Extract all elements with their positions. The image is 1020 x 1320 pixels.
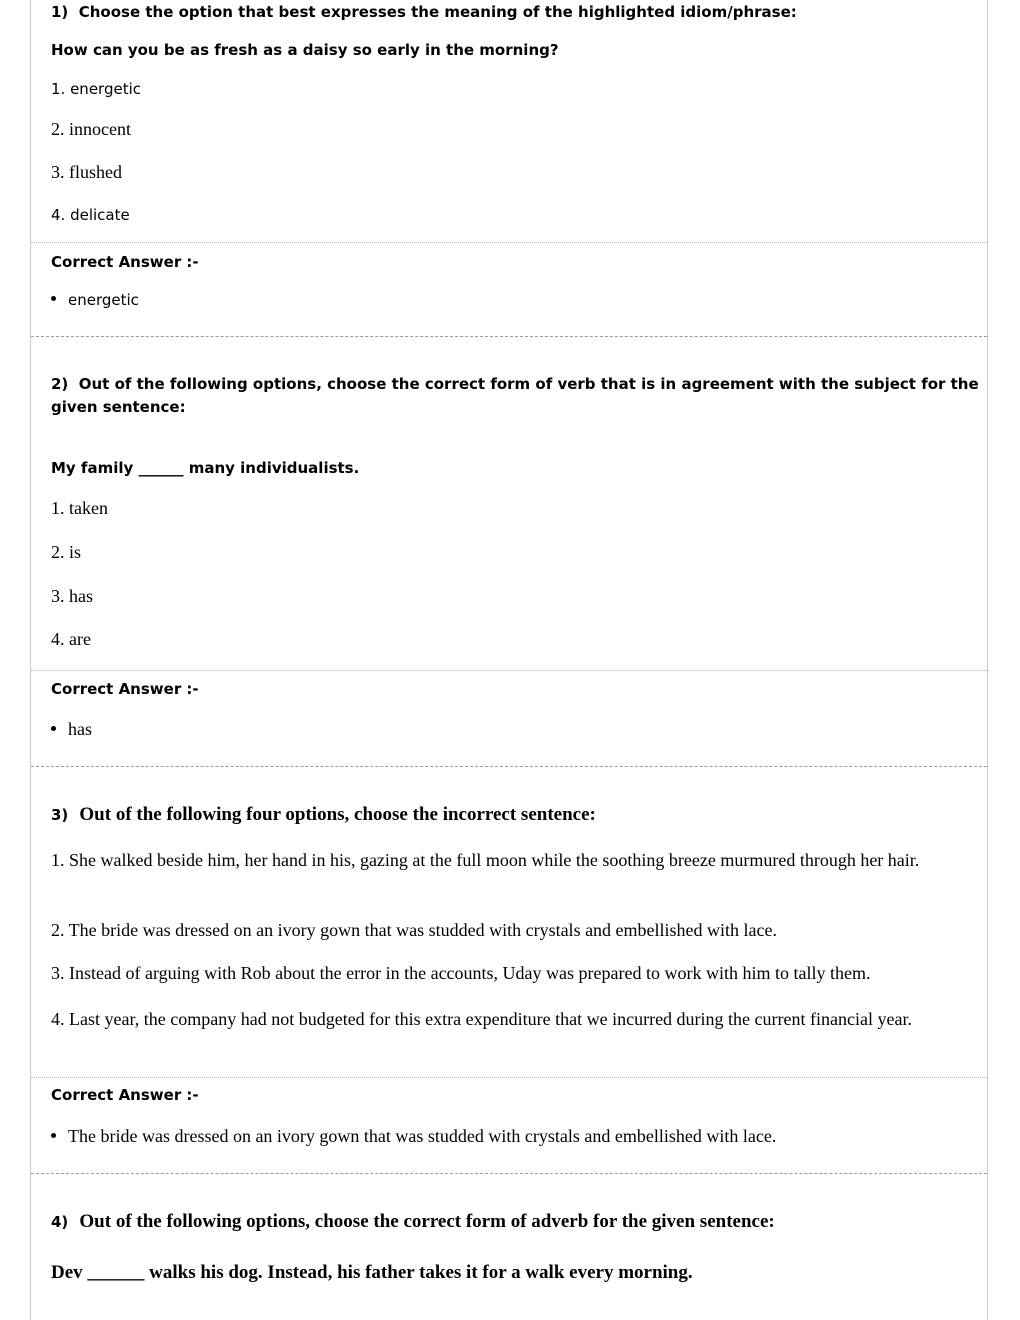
q2-option-2: 2. is xyxy=(51,542,82,562)
q1-option-4: 4. delicate xyxy=(51,206,130,224)
q1-option-2: 2. innocent xyxy=(51,119,131,139)
q2-divider xyxy=(31,670,987,671)
q3-answer-label: Correct Answer :- xyxy=(51,1086,199,1104)
q1-divider xyxy=(31,242,987,243)
q2-prompt-line2: given sentence: xyxy=(51,398,186,416)
q4-number: 4) xyxy=(51,1213,69,1231)
bullet-icon xyxy=(51,296,56,301)
q4-stem: Dev ______ walks his dog. Instead, his father takes it for a walk every morning. xyxy=(51,1262,693,1283)
q3-heading xyxy=(51,804,596,826)
bullet-icon xyxy=(51,726,56,731)
q1-separator xyxy=(31,336,987,337)
q1-number: 1) xyxy=(51,3,69,21)
q1-option-1: 1. energetic xyxy=(51,80,141,98)
q2-answer xyxy=(51,719,92,740)
q3-number: 3) xyxy=(51,806,69,824)
bullet-icon xyxy=(51,1133,56,1138)
q3-option-1: 1. She walked beside him, her hand in his, gazing at the full moon while the soothing breeze murmured through her hair. xyxy=(51,850,920,870)
q1-heading xyxy=(51,3,797,21)
q3-option-2: 2. The bride was dressed on an ivory gown that was studded with crystals and embellished with lace. xyxy=(51,920,778,940)
q2-option-1: 1. taken xyxy=(51,498,108,518)
q2-number: 2) xyxy=(51,375,69,393)
q4-prompt: Out of the following options, choose the correct form of adverb for the given sentence: xyxy=(79,1211,775,1232)
q2-option-3: 3. has xyxy=(51,586,93,606)
q2-answer-label: Correct Answer :- xyxy=(51,680,199,698)
q2-stem: My family ______ many individualists. xyxy=(51,459,360,477)
q2-heading xyxy=(51,375,979,393)
q1-stem: How can you be as fresh as a daisy so early in the morning? xyxy=(51,41,559,59)
q1-prompt: Choose the option that best expresses the meaning of the highlighted idiom/phrase: xyxy=(78,3,797,21)
q2-option-4: 4. are xyxy=(51,629,91,649)
q1-answer-label: Correct Answer :- xyxy=(51,253,199,271)
q1-answer xyxy=(51,291,139,309)
q3-option-3: 3. Instead of arguing with Rob about the error in the accounts, Uday was prepared to work with him to tally them. xyxy=(51,963,871,983)
q3-answer xyxy=(51,1126,776,1147)
q1-option-3: 3. flushed xyxy=(51,162,122,182)
q2-separator xyxy=(31,766,987,767)
question-sheet xyxy=(30,0,988,1320)
q3-separator xyxy=(31,1173,987,1174)
q2-prompt-line1: Out of the following options, choose the correct form of verb that is in agreement with the subject for the xyxy=(78,375,979,393)
q3-prompt: Out of the following four options, choose the incorrect sentence: xyxy=(79,804,596,825)
q2-answer-text: has xyxy=(68,719,92,739)
q3-answer-text: The bride was dressed on an ivory gown that was studded with crystals and embellished with lace. xyxy=(68,1126,777,1146)
q1-answer-text: energetic xyxy=(68,291,139,309)
q4-heading xyxy=(51,1211,775,1233)
q3-option-4: 4. Last year, the company had not budgeted for this extra expenditure that we incurred during the current financial year. xyxy=(51,1009,912,1029)
q3-divider xyxy=(31,1077,987,1078)
